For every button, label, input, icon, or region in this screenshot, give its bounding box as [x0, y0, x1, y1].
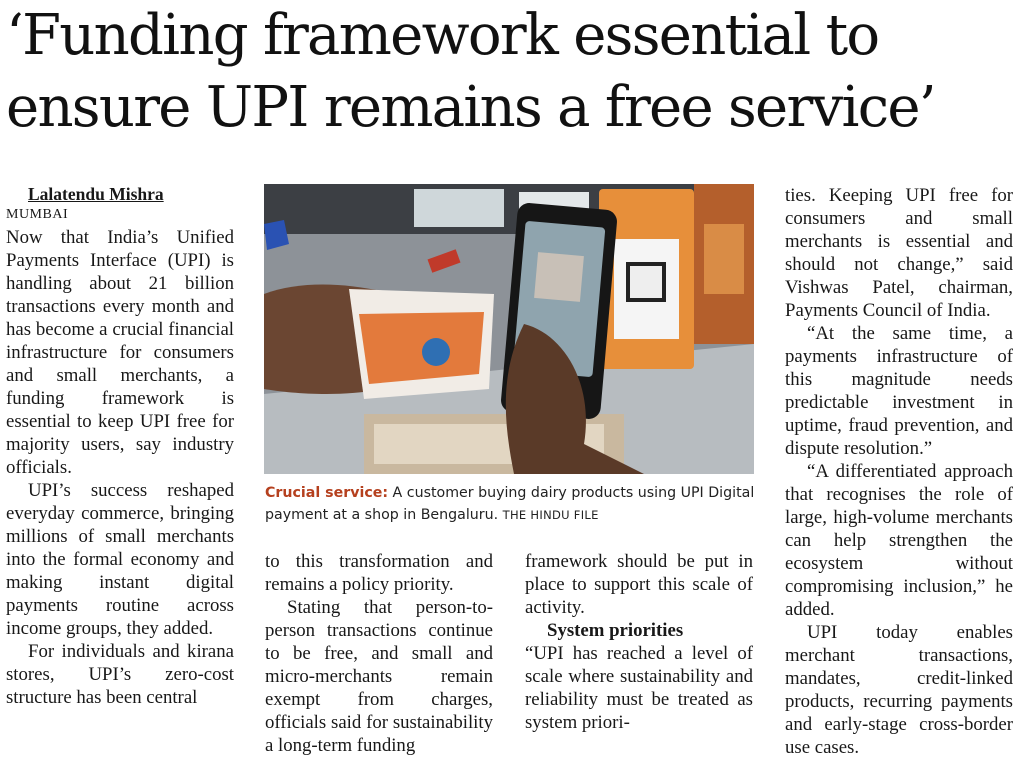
headline-line-1: ‘Funding framework essential to	[6, 3, 879, 68]
headline-line-2: ensure UPI remains a free service’	[6, 75, 935, 140]
paragraph: “UPI has reached a level of scale where sustainability and reliability must be treated as system priori-	[525, 643, 753, 733]
subhead: System priorities	[547, 620, 684, 641]
paragraph: For individuals and kirana stores, UPI’s zero-cost structure has been central	[6, 641, 234, 708]
article-column-3	[525, 550, 753, 734]
paragraph: to this transformation and remains a policy priority.	[265, 551, 493, 595]
paragraph: ties. Keeping UPI free for consumers and small merchants is essential and should not change,” said Vishwas Patel, chairman, Payments Council of India.	[785, 185, 1013, 321]
paragraph: Stating that person-to-person transactions continue to be free, and small and micro-merchants remain exempt from charges, officials said for sustainability a long-term funding	[265, 597, 493, 756]
photo-caption	[265, 482, 757, 526]
paragraph: “At the same time, a payments infrastructure of this magnitude needs predictable investment in uptime, fraud prevention, and dispute resolution.”	[785, 323, 1013, 459]
paragraph: UPI’s success reshaped everyday commerce, bringing millions of small merchants into the formal economy and making instant digital payments routine across income groups, they added.	[6, 480, 234, 639]
article-column-2	[265, 550, 493, 757]
photo-credit: THE HINDU FILE	[502, 508, 599, 522]
caption-text: A customer buying dairy products using UPI Digital payment at a shop in Bengaluru.	[265, 485, 755, 523]
paragraph: Now that India’s Unified Payments Interface (UPI) is handling about 21 billion transactions every month and has become a crucial financial infrastructure for consumers and small merchants, a funding framework is essential to keep UPI free for majority users, say industry officials.	[6, 227, 234, 478]
article-column-1	[6, 184, 234, 709]
paragraph: “A differentiated approach that recognises the role of large, high-volume merchants can help strengthen the ecosystem without compromising inclusion,” he added.	[785, 461, 1013, 620]
caption-label: Crucial service:	[265, 485, 389, 501]
article-photo	[264, 184, 754, 474]
headline	[6, 0, 1011, 144]
article-column-4	[785, 184, 1013, 759]
byline[interactable]: Lalatendu Mishra	[28, 184, 164, 204]
paragraph: framework should be put in place to support this scale of activity.	[525, 551, 753, 618]
paragraph: UPI today enables merchant transactions, mandates, credit-linked products, recurring payments and early-stage cross-border use cases.	[785, 622, 1013, 758]
dateline: MUMBAI	[6, 207, 69, 222]
